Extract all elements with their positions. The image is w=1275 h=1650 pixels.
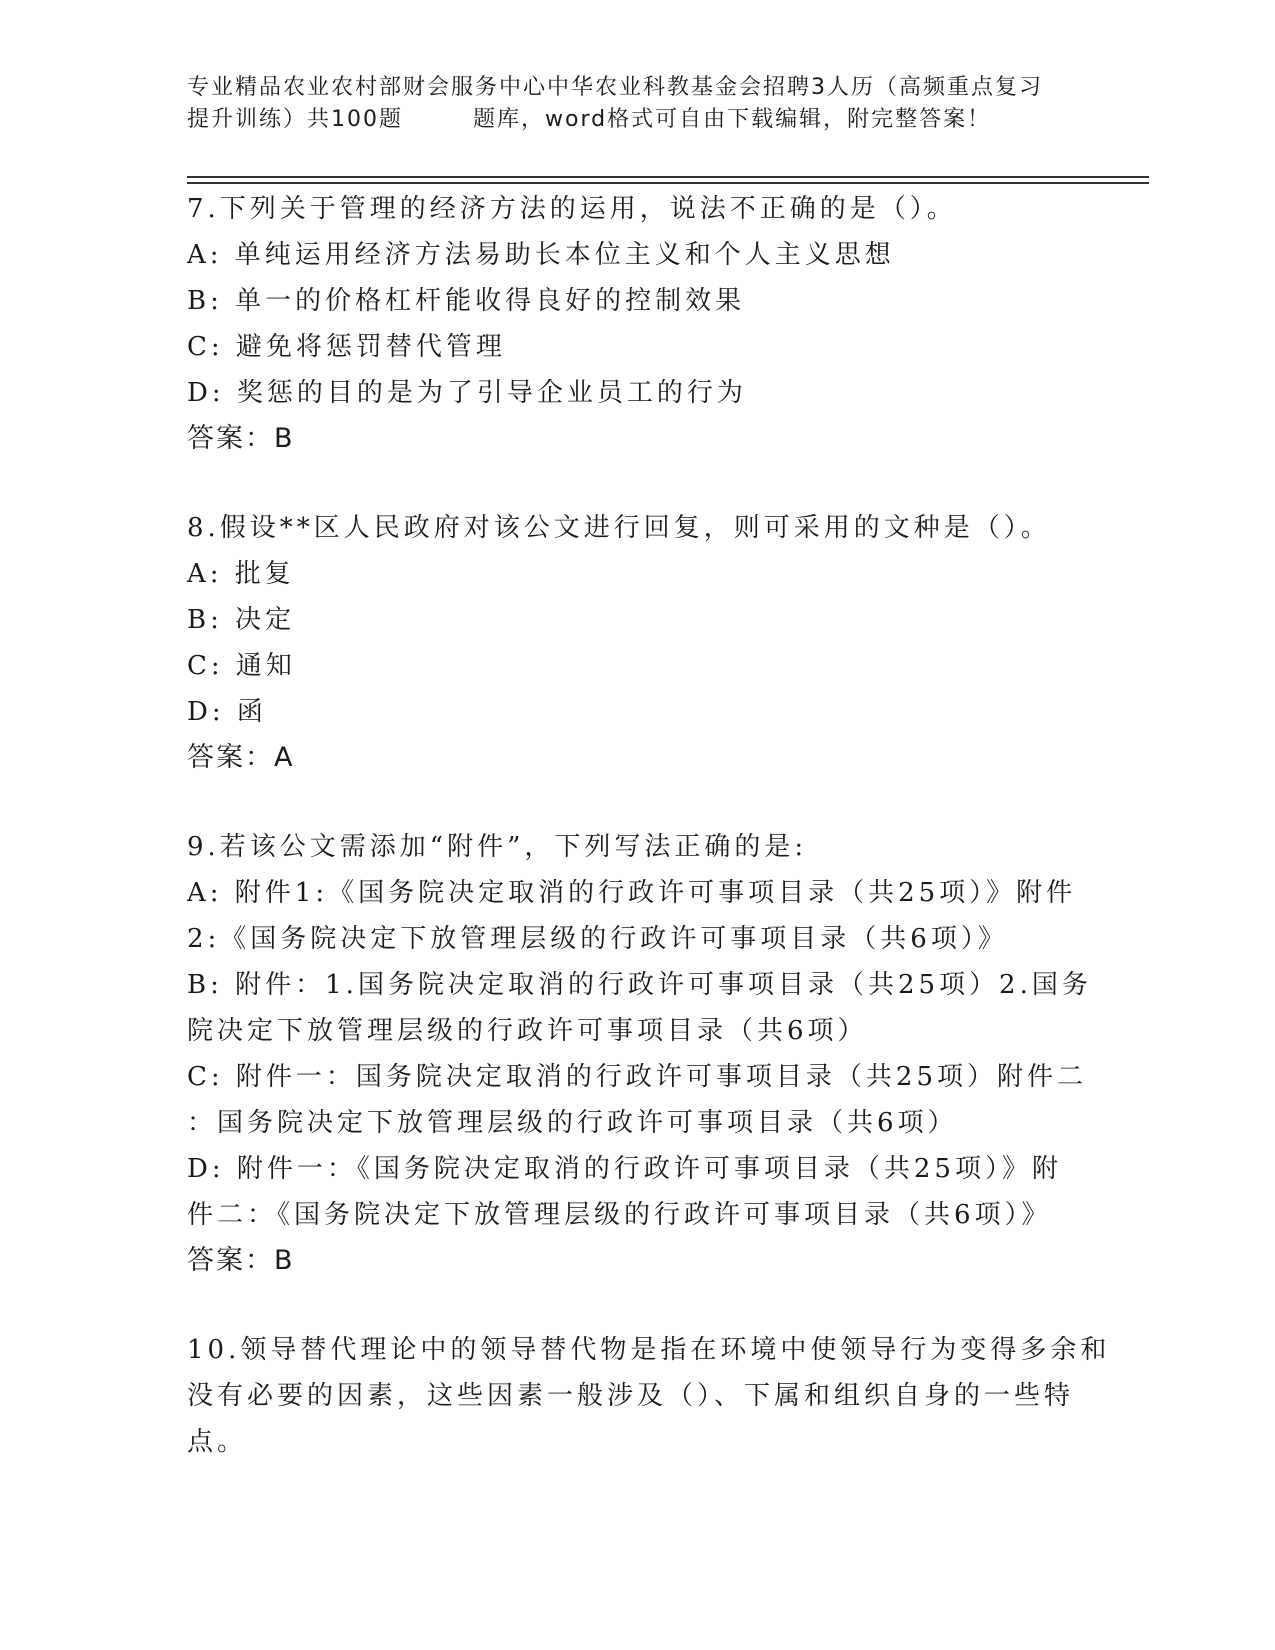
question-stem: 8.假设**区人民政府对该公文进行回复，则可采用的文种是（）。 xyxy=(187,513,1051,543)
question-block xyxy=(187,186,1087,462)
question-stem-continued: 点。 xyxy=(187,1427,248,1457)
question-spacer xyxy=(187,462,1087,505)
question-spacer xyxy=(187,781,1087,824)
header-line-2-right: 题库，word格式可自由下载编辑，附完整答案！ xyxy=(473,107,992,132)
option-a: A: 单纯运用经济方法易助长本位主义和个人主义思想 xyxy=(187,240,895,270)
question-list xyxy=(187,186,1111,1465)
option-d: D: 函 xyxy=(187,697,267,727)
answer-label: 答案：B xyxy=(187,423,295,454)
option-d: D: 奖惩的目的是为了引导企业员工的行为 xyxy=(187,378,747,408)
option-d: D: 附件一：《国务院决定取消的行政许可事项目录（共25项）》附 xyxy=(187,1154,1062,1184)
question-block xyxy=(187,1327,1111,1465)
question-stem: 7.下列关于管理的经济方法的运用，说法不正确的是（）。 xyxy=(187,194,957,224)
option-b: B: 决定 xyxy=(187,605,296,635)
answer-label: 答案：A xyxy=(187,742,295,773)
option-a: A: 批复 xyxy=(187,559,295,589)
option-c-continued: ：国务院决定下放管理层级的行政许可事项目录（共6项） xyxy=(187,1108,958,1138)
header-line-2 xyxy=(187,104,1087,136)
header-divider-bottom xyxy=(187,182,1149,184)
option-b: B: 附件：1.国务院决定取消的行政许可事项目录（共25项）2.国务 xyxy=(187,970,1092,1000)
question-block xyxy=(187,505,1087,781)
question-block xyxy=(187,824,1092,1284)
option-b-continued: 院决定下放管理层级的行政许可事项目录（共6项） xyxy=(187,1016,868,1046)
question-stem: 9.若该公文需添加“附件”，下列写法正确的是: xyxy=(187,832,808,862)
option-a-continued: 2:《国务院决定下放管理层级的行政许可事项目录（共6项）》 xyxy=(187,924,1008,954)
question-stem-continued: 没有必要的因素，这些因素一般涉及（）、下属和组织自身的一些特 xyxy=(187,1381,1075,1411)
header-line-2-left: 提升训练）共100题 xyxy=(187,107,403,132)
question-stem: 10.领导替代理论中的领导替代物是指在环境中使领导行为变得多余和 xyxy=(187,1335,1111,1365)
question-spacer xyxy=(187,1284,1087,1327)
option-c: C: 避免将惩罚替代管理 xyxy=(187,332,506,362)
option-c: C: 通知 xyxy=(187,651,296,681)
header-divider-top xyxy=(187,176,1149,178)
option-a: A: 附件1:《国务院决定取消的行政许可事项目录（共25项）》附件 xyxy=(187,878,1077,908)
document-header xyxy=(187,72,1087,136)
answer-label: 答案：B xyxy=(187,1245,295,1276)
option-d-continued: 件二：《国务院决定下放管理层级的行政许可事项目录（共6项）》 xyxy=(187,1200,1052,1230)
option-b: B: 单一的价格杠杆能收得良好的控制效果 xyxy=(187,286,746,316)
header-line-1: 专业精品农业农村部财会服务中心中华农业科教基金会招聘3人历（高频重点复习 xyxy=(187,75,1043,100)
option-c: C: 附件一：国务院决定取消的行政许可事项目录（共25项）附件二 xyxy=(187,1062,1088,1092)
